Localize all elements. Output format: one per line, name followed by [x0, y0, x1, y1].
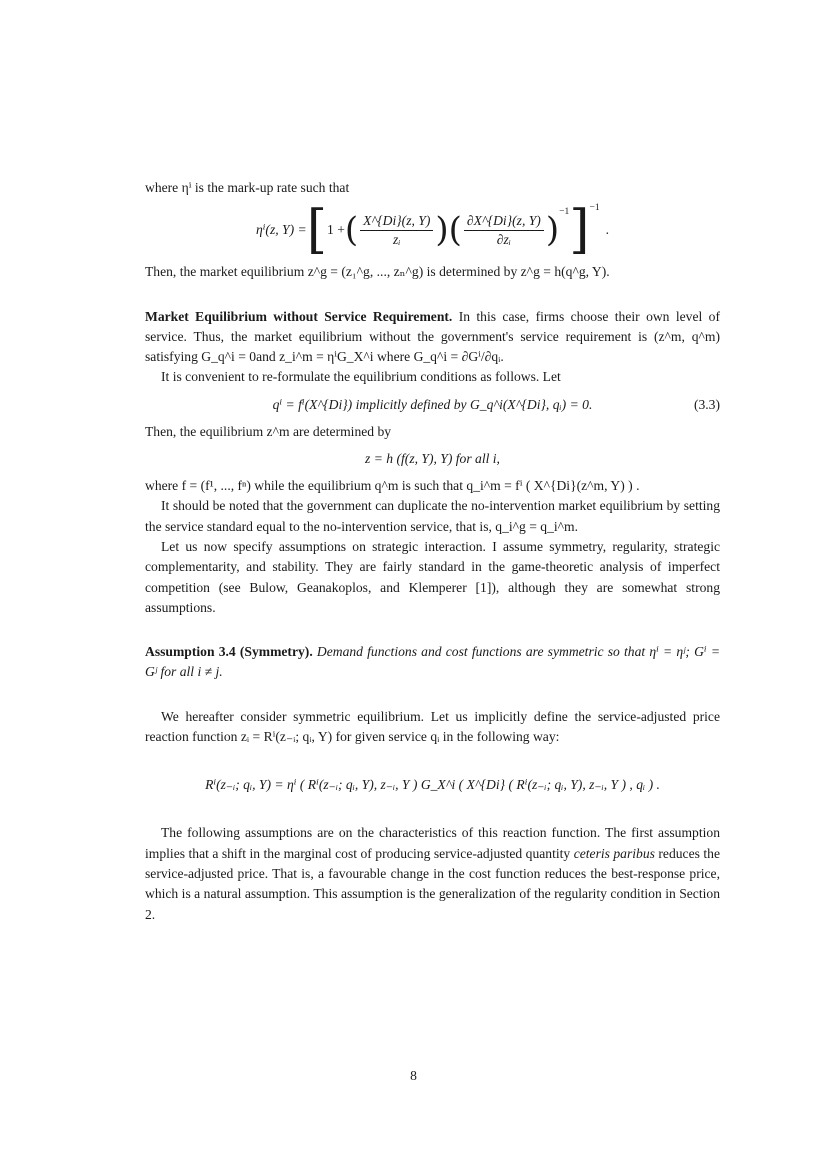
- paragraph-markup-intro: where ηⁱ is the mark-up rate such that: [145, 180, 350, 195]
- paragraph-reformulate: It is convenient to re-formulate the equilibrium conditions as follows. Let: [161, 369, 561, 385]
- paragraph-reaction-characteristics: [145, 823, 720, 924]
- eq3-body: z = h (f(z, Y), Y) for all i,: [365, 450, 500, 466]
- paragraph-duplicate: It should be noted that the government can duplicate the no-intervention market equilibrium by setting the service standard equal to the no-intervention service, that is, q_i^g = q_i^m.: [145, 498, 720, 534]
- eq1-frac1-num: X^{Di}(z, Y): [360, 212, 433, 231]
- eq1-lhs: ηⁱ(z, Y) =: [255, 222, 307, 238]
- assumption-symmetry-heading: Assumption 3.4 (Symmetry).: [145, 644, 313, 660]
- assumption-symmetry: [145, 642, 720, 683]
- eq1-close-paren2: ): [545, 210, 560, 251]
- eq1-close-paren1: ): [435, 210, 449, 251]
- paragraph-no-requirement-body: In this case, firms choose their own level of service. Thus, the market equilibrium without the government's service requirement is (z^m, q^m) satisfying G_q^i = 0and z_i^m = ηⁱG_X^i where G_q^i = ∂Gⁱ/∂qᵢ.: [145, 308, 720, 365]
- eq1-frac1-den: zᵢ: [393, 231, 401, 247]
- paper-page: [145, 178, 720, 925]
- section-heading-no-requirement: Market Equilibrium without Service Requirement.: [145, 308, 453, 324]
- eq1-open-paren2: (: [448, 210, 462, 251]
- assumption-symmetry-body: Demand functions and cost functions are symmetric so that ηⁱ = ηʲ; Gⁱ = Gʲ for all i ≠ j.: [145, 644, 720, 680]
- eq1-frac2-den: ∂zᵢ: [496, 231, 511, 247]
- ceteris-paribus: ceteris paribus: [573, 845, 655, 861]
- paragraph-where-f: where f = (f¹, ..., fⁿ) while the equilibrium q^m is such that q_i^m = fⁱ ( X^{Di}(z^m, Y) ) .: [145, 478, 640, 494]
- eq4-body: Rⁱ(z₋ᵢ; qᵢ, Y) = ηⁱ ( Rⁱ(z₋ᵢ; qᵢ, Y), z₋ᵢ, Y ) G_X^i ( X^{Di} ( Rⁱ(z₋ᵢ; qᵢ, Y), z₋ᵢ, Y ) , qᵢ ) .: [205, 777, 660, 793]
- paragraph-assumptions-intro: Let us now specify assumptions on strategic interaction. I assume symmetry, regularity, strategic complementarity, and stability. They are fairly standard in the game-theoretic analysis of imperfect competition (see Bulow, Geanakoplos, and Klemperer [1]), although they are somewhat strong assumptions.: [145, 538, 720, 615]
- paragraph-reaction-a: The following assumptions are on the characteristics of this reaction function. The first assumption implies that a shift in the marginal cost of producing service-adjusted quantity: [145, 825, 720, 861]
- equation-number-3-3: (3.3): [693, 396, 720, 412]
- paragraph-no-service-requirement: [145, 307, 720, 368]
- eq1-open-bracket: [: [306, 200, 328, 261]
- equation-reaction-function: [145, 747, 720, 823]
- equation-z-h: [145, 442, 720, 476]
- eq2-body: qⁱ = fⁱ(X^{Di}) implicitly defined by G_q^i(X^{Di}, qᵢ) = 0.: [272, 396, 593, 412]
- paragraph-symmetric-equilibrium: We hereafter consider symmetric equilibrium. Let us implicitly define the service-adjusted price reaction function zᵢ = Rⁱ(z₋ᵢ; qᵢ, Y) for given service qᵢ in the following way:: [145, 708, 720, 745]
- eq1-fraction-2: [464, 212, 544, 249]
- paragraph-equilibrium-zm: Then, the equilibrium z^m are determined by: [145, 423, 392, 439]
- paragraph-reaction-b: reduces the service-adjusted price. That is, a favourable change in the cost function reduces the best-response price, which is a natural assumption. This assumption is the generalization of the regularity condition in Section 2.: [145, 845, 720, 922]
- eq1-one: 1 +: [327, 222, 345, 238]
- paragraph-market-equilibrium: Then, the market equilibrium z^g = (z₁^g, ..., zₙ^g) is determined by z^g = h(q^g, Y).: [145, 264, 610, 280]
- eq1-close-bracket: ]: [569, 200, 590, 261]
- page-number: 8: [410, 1068, 417, 1083]
- equation-3-3: [145, 388, 720, 422]
- eq1-fraction-1: [360, 212, 433, 249]
- eq1-frac2-num: ∂X^{Di}(z, Y): [464, 212, 544, 231]
- eq1-open-paren1: (: [344, 210, 359, 251]
- equation-markup-rate: ηⁱ(z, Y) = [ 1 + ( $\frac{X\^{}\{Di\}(z, Y)}{\text{zᵢ}}$ ) ( $\frac{\partial X\^{}\{Di\}(z, Y)}{\text{∂zᵢ}}$ ) $^{-1}$ ] $^{-1}$ .: [255, 200, 610, 261]
